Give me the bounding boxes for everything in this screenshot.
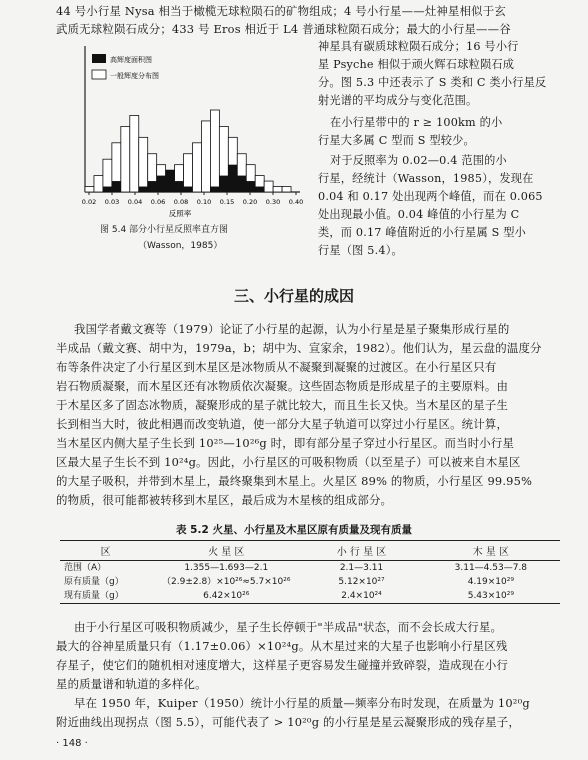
histogram-bar-general <box>184 154 193 192</box>
text-line: 长到相当大时，彼此相遇而改变轨道，使一部分大星子轨道可以穿过小行星区。统计算， <box>56 417 509 431</box>
histogram-bar-high <box>237 176 246 192</box>
text-line: 行星（图 5.4）。 <box>318 244 403 257</box>
x-tick-label: 0.03 <box>104 198 120 206</box>
table-row <box>60 561 560 576</box>
table-cell: 1.355—1.693—2.1 <box>184 563 269 573</box>
table-cell: 原有质量（g） <box>64 577 124 587</box>
histogram-bar-high <box>255 187 264 192</box>
histogram-bar-general <box>139 137 148 192</box>
legend-swatch-high <box>92 54 106 63</box>
x-tick-label: 0.15 <box>219 198 235 206</box>
text-line: 行星，经统计（Wasson，1985），发现在 <box>318 172 534 185</box>
table-cell: （2.9±2.8）×10²⁶≈5.7×10²⁶ <box>162 577 291 587</box>
table-cell: 2.1—3.11 <box>339 563 384 573</box>
text-line: 岩石物质凝聚，而木星区还有冰物质依次凝聚。这些固态物质是形成星子的主要原料。由 <box>56 379 509 393</box>
table-cell: 5.43×10²⁹ <box>422 589 560 604</box>
text-line: 早在 1950 年，Kuiper（1950）统计小行星的质量—频率分布时发现，在质量为 10²⁰g <box>74 696 530 710</box>
text-line: 44 号小行星 Nysa 相当于橄榄无球粒陨石的矿物组成；4 号小行星——灶神星相似于玄 <box>56 4 506 18</box>
text-line: 星 Psyche 相似于顽火辉石球粒陨石成 <box>318 58 515 71</box>
figure-caption: 图 5.4 部分小行星反照率直方图 <box>100 225 229 235</box>
mass-table <box>60 540 560 604</box>
table-cell: 3.11—4.53—7.8 <box>454 563 528 573</box>
text-line: 的大星子吸积，并带到木星上，最终聚集到木星上。火星区 89% 的物质，小行星区 99.95% <box>56 474 533 488</box>
table-cell: 现有质量（g） <box>60 589 151 604</box>
table-header: 火 星 区 <box>151 541 301 561</box>
text-line: 附近曲线出现拐点（图 5.5），可能代表了 > 10²⁰g 的小行星是星云凝聚形成的残存星子， <box>56 715 521 729</box>
text-line: 最大的谷神星质量只有（1.17±0.06）×10²⁴g。从木星过来的大星子也影响小行星区残 <box>56 639 508 653</box>
histogram-bar-high <box>139 187 148 192</box>
histogram-bar-high <box>210 187 219 192</box>
histogram-bar-high <box>148 181 157 192</box>
text-line: 在小行星带中的 r ≥ 100km 的小 <box>330 116 503 129</box>
table-title: 表 5.2 火星、小行星及木星区原有质量及现有质量 <box>176 524 412 536</box>
x-tick-label: 0.06 <box>150 198 166 206</box>
table-cell: 2.4×10²⁴ <box>301 589 421 604</box>
figure-caption-source: （Wasson，1985） <box>138 241 223 251</box>
x-tick-label: 0.20 <box>242 198 258 206</box>
table-cell: 5.12×10²⁷ <box>338 577 385 587</box>
histogram-bar-general <box>264 181 273 192</box>
histogram-bar-high <box>103 187 112 192</box>
histogram-bar-high <box>175 181 184 192</box>
x-axis-title: 反照率 <box>168 209 192 218</box>
histogram-bar-general <box>201 121 210 192</box>
text-line: 存星子，使它们的随机相对速度增大，这样星子更容易发生碰撞并致碎裂，造成现在小行 <box>56 658 509 672</box>
table-cell: 4.19×10²⁹ <box>467 577 514 587</box>
table-header: 小 行 星 区 <box>301 541 421 561</box>
x-tick-label: 0.30 <box>265 198 281 206</box>
page-number: · 148 · <box>56 738 88 749</box>
text-line: 0.04 和 0.17 处出现两个峰值，而在 0.065 <box>318 190 543 203</box>
text-line: 的物质，很可能都被转移到木星区，最后成为木星核的组成部分。 <box>56 493 393 507</box>
table-row <box>60 589 560 604</box>
text-line: 分。图 5.3 中还表示了 S 类和 C 类小行星反 <box>318 76 547 89</box>
albedo-histogram <box>60 40 310 220</box>
text-line: 由于小行星区可吸积物质减少，星子生长停顿于"半成品"状态，而不会长成大行星。 <box>74 620 503 634</box>
histogram-bar-general <box>210 110 219 192</box>
x-tick-label: 0.40 <box>288 198 304 206</box>
text-line: 处出现最小值。0.04 峰值的小行星为 C <box>318 208 520 221</box>
histogram-bar-high <box>228 165 237 192</box>
x-tick-label: 0.02 <box>81 198 97 206</box>
text-line: 区最大星子生长不到 10²⁴g。因此，小行星区的可吸积物质（以至星子）可以被来自木星区 <box>56 455 521 469</box>
histogram-bar-high <box>184 187 193 192</box>
histogram-bar-high <box>157 176 166 192</box>
histogram-bar-general <box>130 115 139 192</box>
text-line: 类，而 0.17 峰值附近的小行星属 S 型小 <box>318 226 527 239</box>
text-line: 于木星区多了固态冰物质，凝聚形成的星子就比较大，而且生长又快。当木星区的星子生 <box>56 398 509 412</box>
text-line: 半成品（戴文赛、胡中为，1979a，b；胡中为、宣家余，1982）。他们认为，星云盘的温度分 <box>56 341 542 355</box>
histogram-bar-general <box>273 187 282 192</box>
legend-label-high: 高辉度面积图 <box>110 56 152 64</box>
legend-swatch-general <box>92 70 106 79</box>
text-line: 行星大多属 C 型而 S 型较少。 <box>318 134 475 147</box>
histogram-bar-high <box>246 181 255 192</box>
text-line: 神星具有碳质球粒陨石成分；16 号小行 <box>318 40 519 53</box>
histogram-bar-high <box>166 170 175 192</box>
text-line: 当木星区内侧大星子生长到 10²⁵—10²⁶g 时，即有部分星子穿过小行星区。而当时小行星 <box>56 436 515 450</box>
text-line: 武质无球粒陨石成分；433 号 Eros 相近于 L4 普通球粒陨石成分；最大的小行星——谷 <box>56 22 511 36</box>
table-header: 区 <box>60 541 151 561</box>
histogram-bar-general <box>282 187 291 192</box>
table-header-row <box>60 541 560 561</box>
histogram-bar-high <box>112 181 121 192</box>
x-tick-label: 0.10 <box>196 198 212 206</box>
text-line: 射光谱的平均成分与变化范围。 <box>318 94 478 107</box>
histogram-bar-general <box>85 187 94 192</box>
histogram-bar-general <box>193 143 202 192</box>
text-line: 布等条件决定了小行星区到木星区是冰物质从不凝聚到凝聚的过渡区。在小行星区只有 <box>56 360 497 374</box>
text-line: 星的质量谱和轨道的多样化。 <box>56 677 207 691</box>
table-cell: 范围（A） <box>64 563 107 573</box>
text-line: 对于反照率为 0.02—0.4 范围的小 <box>330 154 507 167</box>
text-line: 我国学者戴文赛等（1979）论证了小行星的起源，认为小行星是星子聚集形成行星的 <box>74 322 510 336</box>
table-header: 木 星 区 <box>422 541 560 561</box>
table-row <box>60 575 560 589</box>
histogram-bar-general <box>94 176 103 192</box>
histogram-bar-high <box>219 176 228 192</box>
section-title: 三、小行星的成因 <box>233 287 354 305</box>
legend-label-general: 一般辉度分布图 <box>110 72 159 80</box>
histogram-bar-general <box>121 126 130 192</box>
x-tick-label: 0.04 <box>127 198 143 206</box>
table-cell: 6.42×10²⁶ <box>151 589 301 604</box>
x-tick-label: 0.08 <box>173 198 189 206</box>
